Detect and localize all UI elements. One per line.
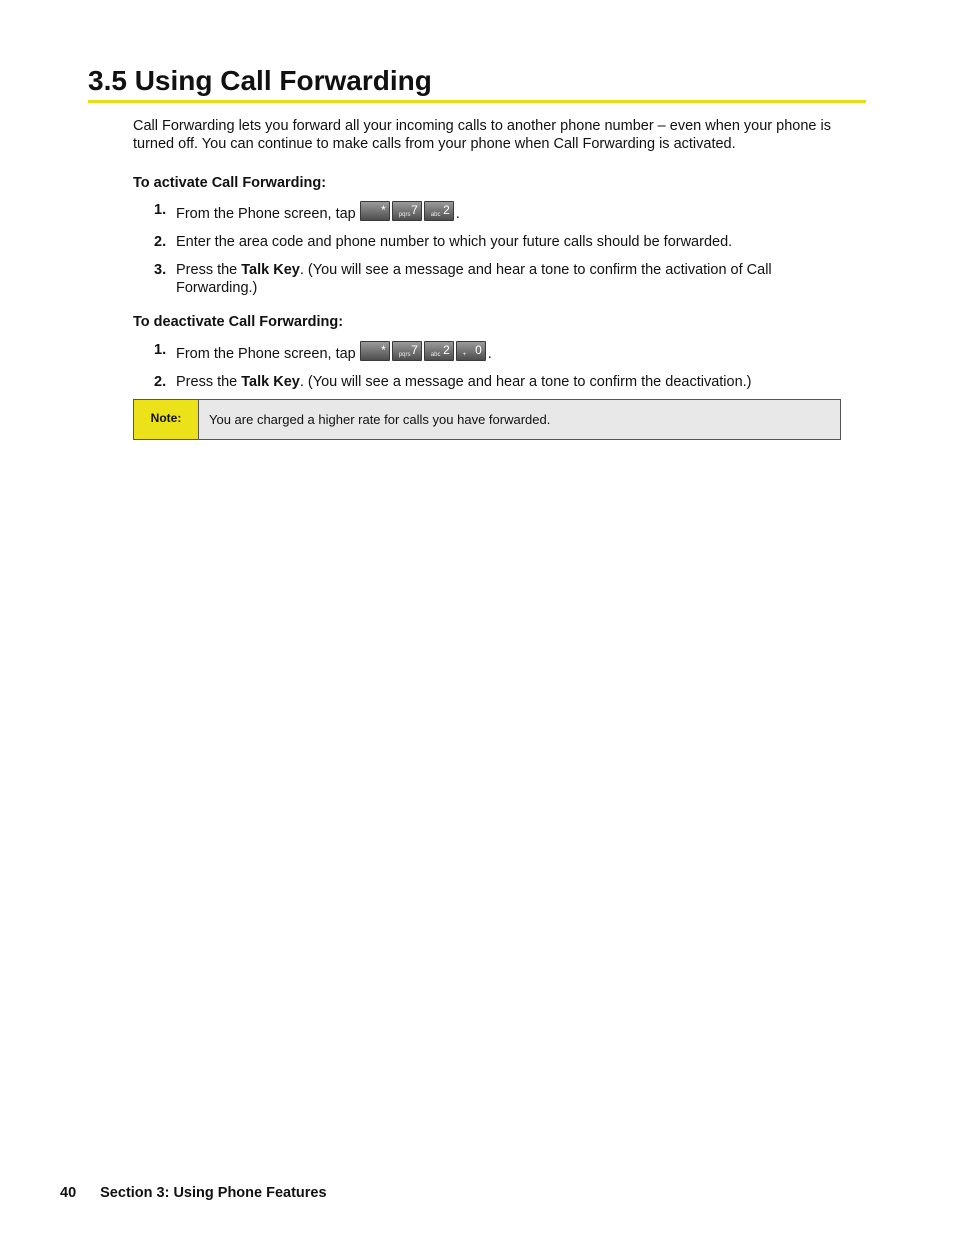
step-text: Press the xyxy=(176,374,242,390)
star-key-icon: * xyxy=(360,201,390,221)
activate-heading: To activate Call Forwarding: xyxy=(133,175,327,191)
note-text: You are charged a higher rate for calls you have forwarded. xyxy=(199,400,840,439)
step-number: 3. xyxy=(154,262,167,278)
deactivate-heading: To deactivate Call Forwarding: xyxy=(133,314,344,330)
title-rule xyxy=(88,100,866,103)
seven-key-icon: pqrs 7 xyxy=(392,341,422,361)
star-key-icon: * xyxy=(360,341,390,361)
step-number: 1. xyxy=(154,202,167,218)
note-label: Note: xyxy=(134,400,199,439)
list-item xyxy=(133,233,833,251)
zero-key-icon: + 0 xyxy=(456,341,486,361)
note-box xyxy=(133,399,841,440)
step-number: 2. xyxy=(154,234,167,250)
step-text: . (You will see a message and hear a tone to confirm the activation of Call Forwarding.) xyxy=(176,262,772,296)
two-key-icon: abc 2 xyxy=(424,341,454,361)
step-text: Press the xyxy=(176,262,242,278)
step-text: From the Phone screen, tap xyxy=(176,206,356,222)
list-item xyxy=(133,341,833,363)
page-number: 40 xyxy=(60,1185,77,1201)
seven-key-icon: pqrs 7 xyxy=(392,201,422,221)
activate-steps xyxy=(133,201,833,307)
step-text: Enter the area code and phone number to which your future calls should be forwarded. xyxy=(176,234,733,250)
deactivate-steps xyxy=(133,341,833,401)
step-text: From the Phone screen, tap xyxy=(176,346,356,362)
step-end: . xyxy=(455,206,460,222)
page-footer xyxy=(60,1184,327,1202)
step-number: 2. xyxy=(154,374,167,390)
list-item xyxy=(133,261,833,297)
list-item xyxy=(133,201,833,223)
step-number: 1. xyxy=(154,342,167,358)
talk-key-label: Talk Key xyxy=(241,374,300,390)
footer-section-title: Section 3: Using Phone Features xyxy=(100,1185,327,1201)
intro-paragraph: Call Forwarding lets you forward all your incoming calls to another phone number – even when your phone is turned off. You can continue to make calls from your phone when Call Forwarding is activated. xyxy=(133,118,831,152)
page-title: 3.5 Using Call Forwarding xyxy=(88,65,432,96)
list-item xyxy=(133,373,833,391)
step-text: . (You will see a message and hear a tone to confirm the deactivation.) xyxy=(299,374,752,390)
talk-key-label: Talk Key xyxy=(241,262,300,278)
two-key-icon: abc 2 xyxy=(424,201,454,221)
step-end: . xyxy=(487,346,492,362)
